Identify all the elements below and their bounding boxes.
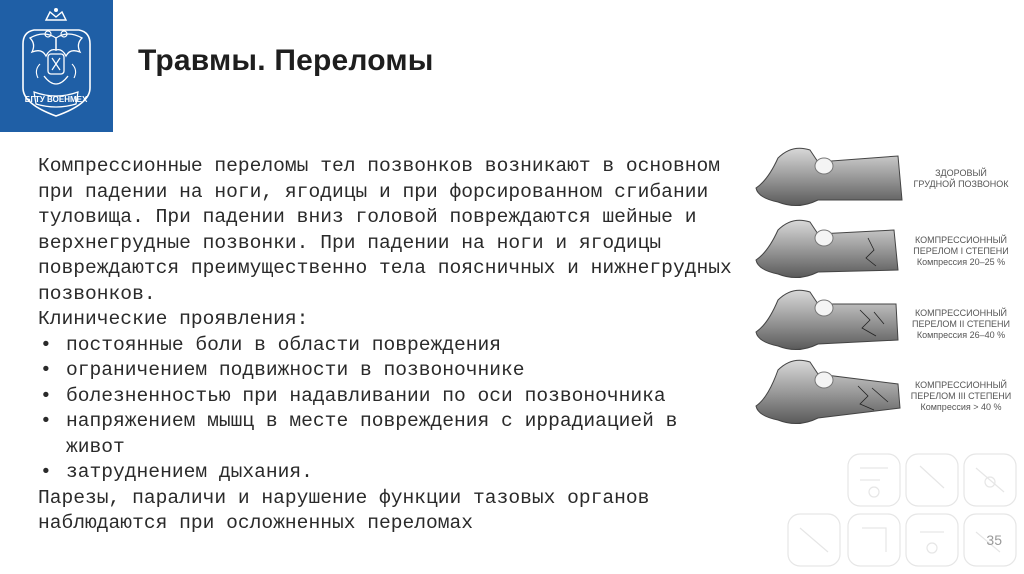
label-line: Компрессия 20–25 % [916, 257, 1006, 267]
label-line: ЗДОРОВЫЙ [935, 168, 987, 178]
intro-paragraph: Компрессионные переломы тел позвонков возникают в основном при падении на ноги, ягодицы и при форсированном сгибании туловища. При падении вниз головой повреждаются шейные и верхнегрудные позвонки. При падении на ноги и ягодицы повреждаются преимущественно тела поясничных и нижнегрудных позвонков. [38, 155, 732, 305]
bullet-icon: • [40, 461, 52, 483]
bullet-icon: • [40, 333, 52, 356]
page-title: Травмы. Переломы [138, 44, 434, 77]
decorative-icon-grid [780, 448, 1024, 574]
university-logo [0, 0, 113, 132]
bullet-icon: • [40, 410, 52, 432]
vertebrae-illustration [748, 140, 1018, 440]
list-item-text: болезненностью при надавливании по оси позвоночника [66, 384, 666, 407]
clinical-heading: Клинические проявления: [38, 308, 309, 330]
label-grade-2 [906, 308, 1016, 341]
label-line: ПЕРЕЛОМ III СТЕПЕНИ [910, 391, 1012, 401]
label-line: КОМПРЕССИОННЫЙ [914, 380, 1008, 390]
list-item-text: постоянные боли в области повреждения [66, 333, 502, 356]
label-grade-1 [906, 235, 1016, 268]
logo-text: БГТУ ВОЕНМЕХ [24, 95, 88, 104]
closing-paragraph: Парезы, параличи и нарушение функции тазовых органов наблюдаются при осложненных переломах [38, 486, 650, 534]
vertebra-grade-1 [756, 220, 898, 277]
label-line: ПЕРЕЛОМ I СТЕПЕНИ [913, 246, 1009, 256]
vertebra-grade-2 [756, 290, 898, 349]
bullet-icon: • [40, 384, 52, 407]
list-item [38, 460, 738, 486]
list-item-text: затруднением дыхания. [66, 461, 313, 483]
label-line: ПЕРЕЛОМ II СТЕПЕНИ [911, 319, 1011, 329]
list-item-text: напряжением мышц в месте повреждения с иррадиацией в живот [66, 410, 678, 458]
label-line: Компрессия 26–40 % [916, 330, 1006, 340]
label-line: ГРУДНОЙ ПОЗВОНОК [913, 179, 1009, 189]
content-body [38, 154, 738, 537]
vertebra-grade-3 [756, 360, 900, 423]
label-line: Компрессия > 40 % [920, 402, 1002, 412]
bullet-icon: • [40, 359, 52, 381]
list-item [38, 333, 738, 359]
vertebra-drawings [748, 140, 918, 440]
vertebra-healthy [756, 148, 902, 205]
page-number: 35 [986, 532, 1002, 548]
symptom-list [38, 333, 738, 486]
list-item [38, 409, 738, 460]
eagle-crest-icon [0, 0, 113, 132]
label-grade-3 [906, 380, 1016, 413]
list-item-text: ограничением подвижности в позвоночнике [66, 359, 525, 381]
list-item [38, 384, 738, 410]
list-item [38, 358, 738, 384]
label-line: КОМПРЕССИОННЫЙ [914, 235, 1008, 245]
label-line: КОМПРЕССИОННЫЙ [914, 308, 1008, 318]
label-healthy [906, 168, 1016, 190]
